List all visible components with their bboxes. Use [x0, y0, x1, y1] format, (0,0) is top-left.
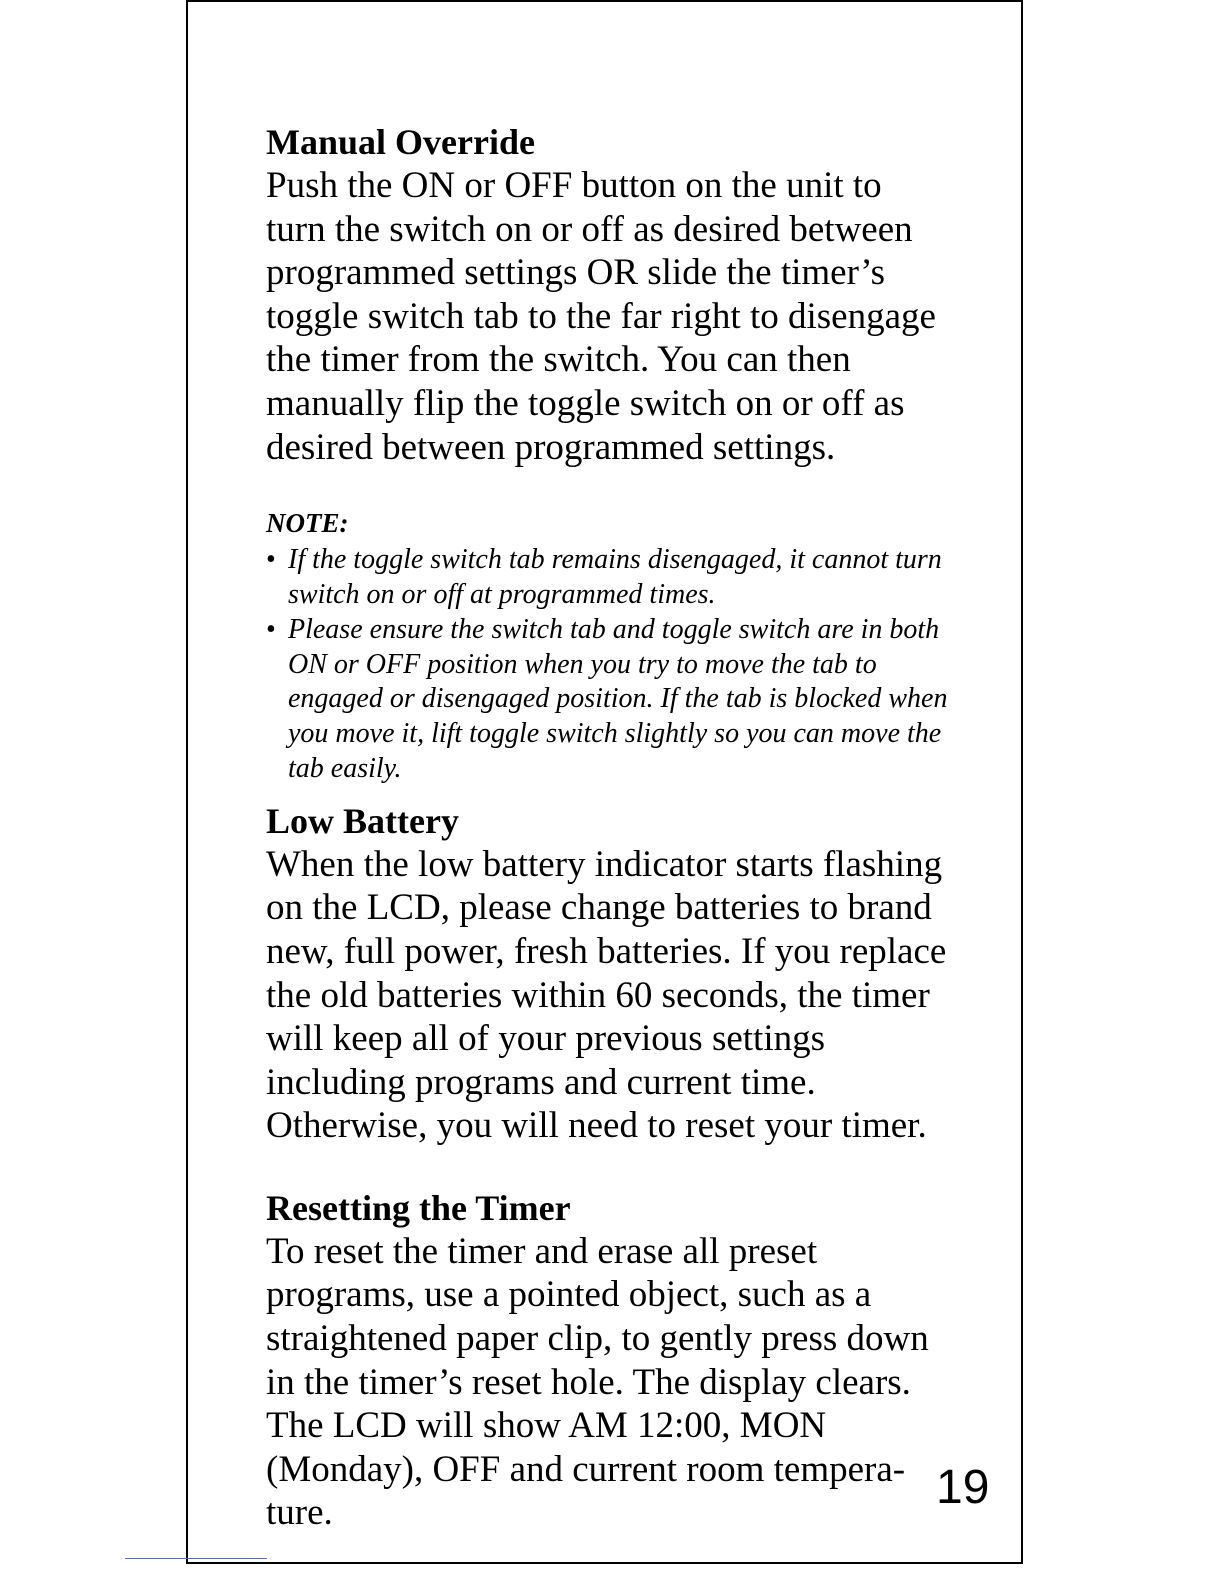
text-line: toggle switch tab to the far right to disengage: [266, 295, 936, 337]
note-block: [266, 507, 956, 787]
text-line: turn the switch on or off as desired between: [266, 208, 913, 250]
text-line: including programs and current time.: [266, 1061, 816, 1103]
section-heading: Resetting the Timer: [266, 1187, 571, 1228]
bottom-rule: [125, 1558, 267, 1559]
note-line: ON or OFF position when you try to move the tab to: [288, 648, 877, 680]
note-line: switch on or off at programmed times.: [288, 578, 716, 610]
spacer: [266, 469, 956, 507]
section-heading: Manual Override: [266, 122, 535, 162]
text-line: programmed settings OR slide the timer’s: [266, 252, 885, 294]
note-line: Please ensure the switch tab and toggle switch are in both: [288, 613, 940, 645]
text-line: will keep all of your previous settings: [266, 1018, 826, 1060]
note-line: you move it, lift toggle switch slightly so you can move the: [288, 718, 942, 750]
section-body: [266, 1230, 956, 1535]
note-line: If the toggle switch tab remains disengaged, it cannot turn: [288, 544, 942, 576]
section-heading: Low Battery: [266, 800, 459, 841]
manual-page-content: [266, 120, 956, 1535]
note-label: NOTE:: [266, 508, 349, 539]
spacer: [266, 1148, 956, 1186]
note-line: tab easily.: [288, 752, 402, 784]
text-line: manually flip the toggle switch on or off as: [266, 382, 905, 424]
text-line: When the low battery indicator starts flashing: [266, 843, 943, 885]
text-line: desired between programmed settings.: [266, 426, 836, 468]
text-line: on the LCD, please change batteries to brand: [266, 887, 932, 929]
section-body: [266, 164, 956, 469]
note-list: [266, 543, 956, 787]
page-number: 19: [936, 1461, 990, 1514]
text-line: the old batteries within 60 seconds, the timer: [266, 974, 930, 1016]
text-line: ture.: [266, 1492, 333, 1534]
text-line: the timer from the switch. You can then: [266, 339, 851, 381]
bullet-icon: •: [266, 613, 276, 645]
section-manual-override: [266, 120, 956, 469]
text-line: new, full power, fresh batteries. If you replace: [266, 930, 947, 972]
section-low-battery: [266, 799, 956, 1148]
text-line: The LCD will show AM 12:00, MON: [266, 1405, 827, 1447]
text-line: in the timer’s reset hole. The display clears.: [266, 1361, 911, 1403]
spacer: [266, 787, 956, 799]
bullet-icon: •: [266, 544, 276, 576]
note-item: [266, 613, 956, 787]
note-line: engaged or disengaged position. If the tab is blocked when: [288, 683, 948, 715]
text-line: Push the ON or OFF button on the unit to: [266, 165, 882, 206]
text-line: straightened paper clip, to gently press down: [266, 1318, 929, 1360]
text-line: (Monday), OFF and current room tempera-: [266, 1448, 906, 1490]
text-line: programs, use a pointed object, such as a: [266, 1274, 872, 1316]
text-line: Otherwise, you will need to reset your timer.: [266, 1105, 927, 1147]
section-resetting-timer: [266, 1186, 956, 1535]
section-body: [266, 843, 956, 1148]
note-item: [266, 543, 956, 613]
text-line: To reset the timer and erase all preset: [266, 1230, 818, 1272]
